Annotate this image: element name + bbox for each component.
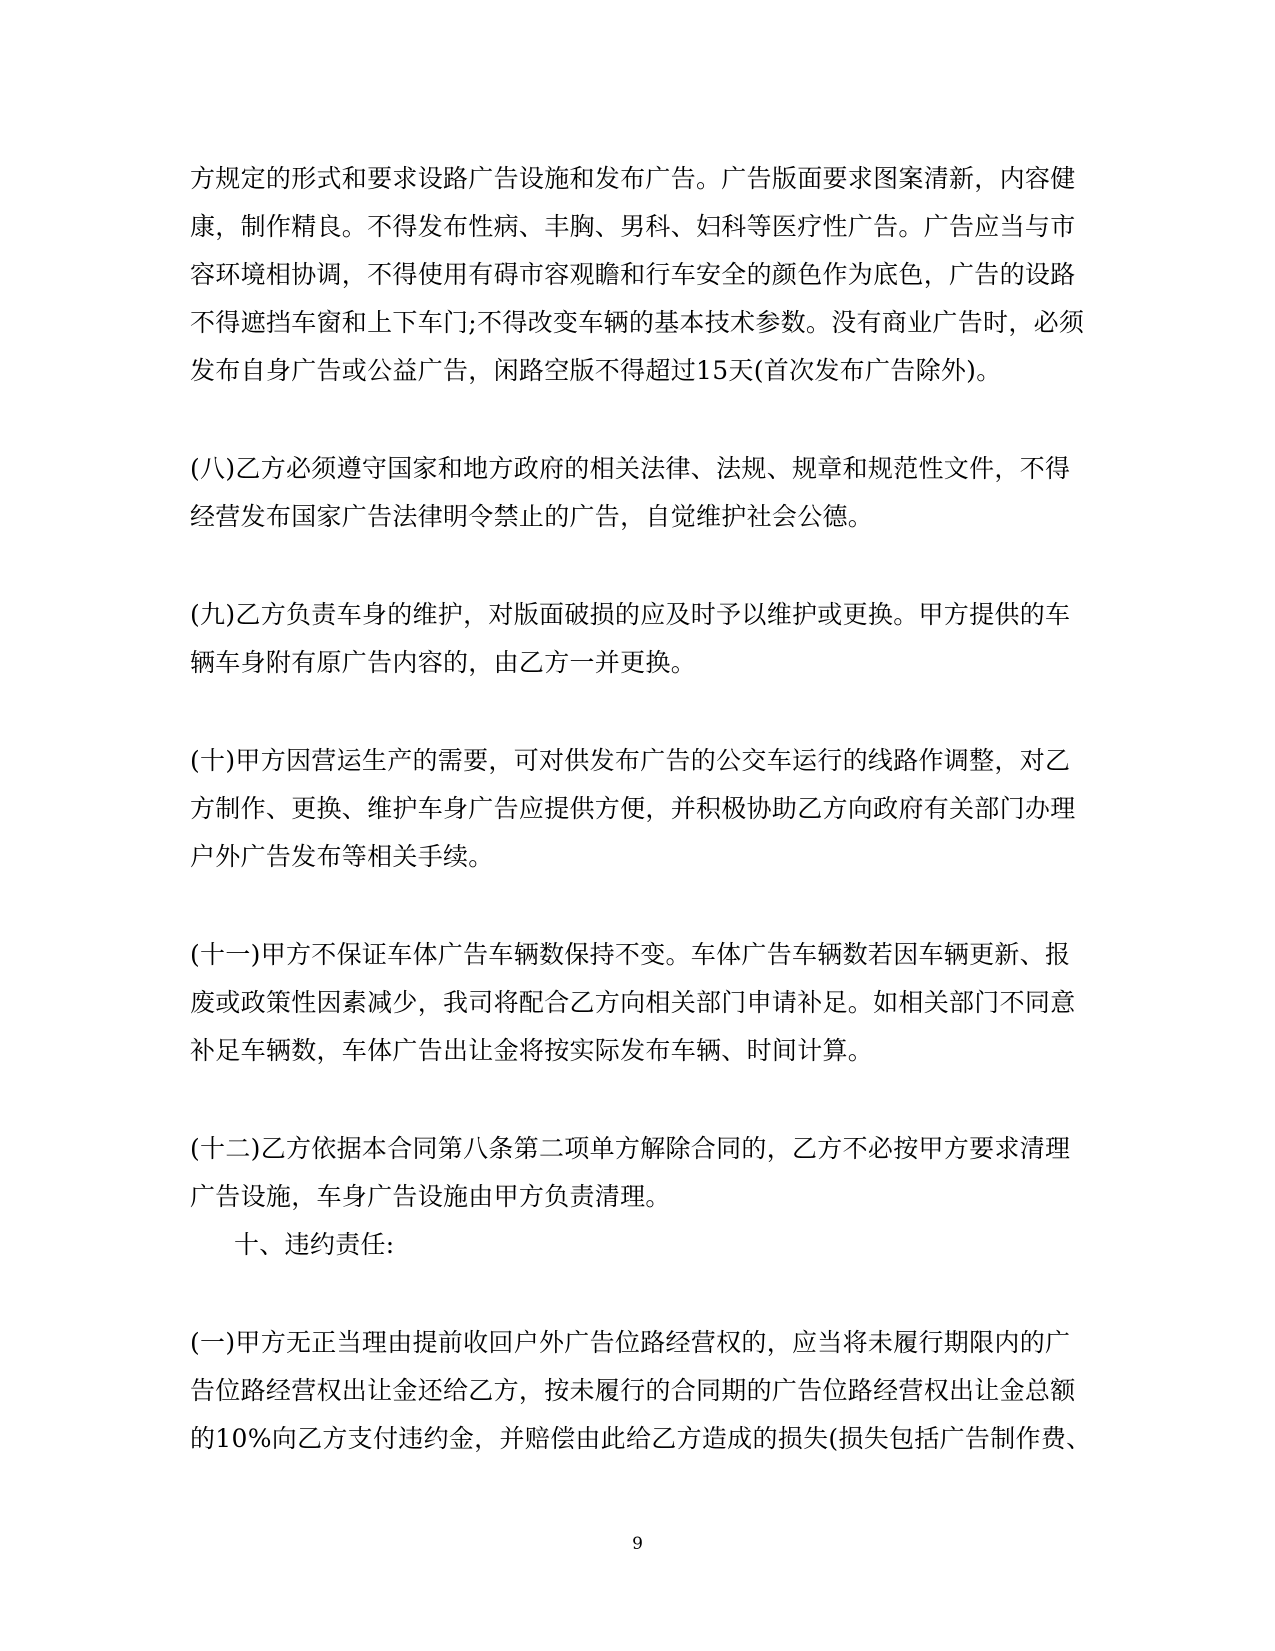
text-line: 方制作、更换、维护车身广告应提供方便，并积极协助乙方向政府有关部门办理: [190, 794, 1076, 823]
paragraph-ad-requirements: [190, 155, 1085, 395]
text-line: 经营发布国家广告法律明令禁止的广告，自觉维护社会公德。: [190, 502, 874, 531]
text-line: 告位路经营权出让金还给乙方，按未履行的合同期的广告位路经营权出让金总额: [190, 1376, 1076, 1405]
text-line: 的10%向乙方支付违约金，并赔偿由此给乙方造成的损失(损失包括广告制作费、: [190, 1424, 1092, 1453]
document-body: [190, 155, 1092, 1463]
text-line: 发布自身广告或公益广告，闲路空版不得超过15天(首次发布广告除外)。: [190, 356, 1002, 385]
text-line: 不得遮挡车窗和上下车门;不得改变车辆的基本技术参数。没有商业广告时，必须: [190, 308, 1085, 337]
paragraph-breach-clause-1: [190, 1319, 1092, 1463]
text-line: (十二)乙方依据本合同第八条第二项单方解除合同的，乙方不必按甲方要求清理: [190, 1134, 1071, 1163]
paragraph-clause-8: [190, 445, 1070, 541]
text-line: 废或政策性因素减少，我司将配合乙方向相关部门申请补足。如相关部门不同意: [190, 988, 1076, 1017]
text-line: (八)乙方必须遵守国家和地方政府的相关法律、法规、规章和规范性文件，不得: [190, 454, 1071, 483]
text-line: (十)甲方因营运生产的需要，可对供发布广告的公交车运行的线路作调整，对乙: [190, 746, 1071, 775]
text-line: (九)乙方负责车身的维护，对版面破损的应及时予以维护或更换。甲方提供的车: [190, 600, 1071, 629]
paragraph-clause-12: [190, 1125, 1070, 1221]
text-line: 辆车身附有原广告内容的，由乙方一并更换。: [190, 648, 697, 677]
text-line: 容环境相协调，不得使用有碍市容观瞻和行车安全的颜色作为底色，广告的设路: [190, 260, 1076, 289]
text-line: 户外广告发布等相关手续。: [190, 842, 494, 871]
section-heading-text: 十、违约责任:: [234, 1230, 395, 1259]
text-line: (十一)甲方不保证车体广告车辆数保持不变。车体广告车辆数若因车辆更新、报: [190, 940, 1071, 969]
text-line: (一)甲方无正当理由提前收回户外广告位路经营权的，应当将未履行期限内的广: [190, 1328, 1071, 1357]
section-heading-breach-liability: [190, 1221, 1070, 1269]
text-line: 广告设施，车身广告设施由甲方负责清理。: [190, 1182, 671, 1211]
text-line: 康，制作精良。不得发布性病、丰胸、男科、妇科等医疗性广告。广告应当与市: [190, 212, 1076, 241]
page-number: 9: [632, 1534, 643, 1554]
text-line: 补足车辆数，车体广告出让金将按实际发布车辆、时间计算。: [190, 1036, 874, 1065]
paragraph-clause-10: [190, 737, 1076, 881]
paragraph-clause-11: [190, 931, 1076, 1075]
text-line: 方规定的形式和要求设路广告设施和发布广告。广告版面要求图案清新，内容健: [190, 164, 1076, 193]
paragraph-clause-9: [190, 591, 1070, 687]
